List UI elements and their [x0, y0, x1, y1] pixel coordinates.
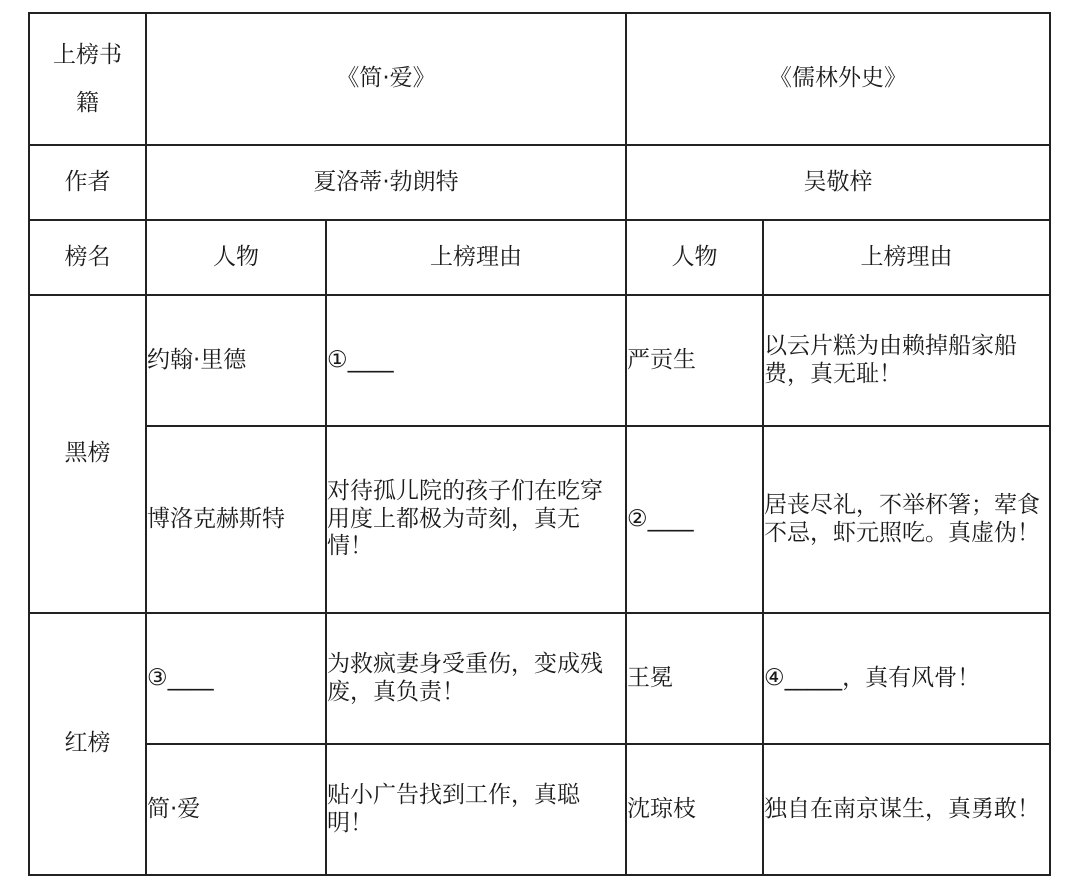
book-ranking-table [28, 12, 1051, 876]
black-reason1: 对待孤儿院的孩子们在吃穿用度上都极为苛刻，真无情！ [326, 426, 626, 613]
red-reason1: 贴小广告找到工作，真聪明！ [326, 744, 626, 875]
author2: 吴敬梓 [626, 145, 1050, 220]
corner-cell [29, 13, 146, 145]
person-header-2: 人物 [626, 220, 763, 295]
reason-header-2: 上榜理由 [763, 220, 1050, 295]
black-reason1: ①____ [326, 295, 626, 426]
author-label: 作者 [29, 145, 146, 220]
black-person1: 博洛克赫斯特 [146, 426, 326, 613]
person-header-1: 人物 [146, 220, 326, 295]
red-reason1: 为救疯妻身受重伤，变成残废，真负责！ [326, 613, 626, 744]
table-row [29, 426, 1050, 613]
black-person2: ②____ [626, 426, 763, 613]
table-row [29, 744, 1050, 875]
black-list-label: 黑榜 [29, 295, 146, 613]
reason-header-1: 上榜理由 [326, 220, 626, 295]
red-person1: ③____ [146, 613, 326, 744]
black-person1: 约翰·里德 [146, 295, 326, 426]
red-person2: 沈琼枝 [626, 744, 763, 875]
header-row [29, 13, 1050, 145]
red-person2: 王冕 [626, 613, 763, 744]
list-name-label: 榜名 [29, 220, 146, 295]
red-list-label: 红榜 [29, 613, 146, 875]
column-header-row [29, 220, 1050, 295]
author-row [29, 145, 1050, 220]
corner-label: 上榜书籍 [53, 42, 122, 116]
book1-title: 《简·爱》 [146, 13, 626, 145]
table-row [29, 295, 1050, 426]
black-person2: 严贡生 [626, 295, 763, 426]
black-reason2: 居丧尽礼，不举杯箸；荤食不忌，虾元照吃。真虚伪！ [763, 426, 1050, 613]
red-person1: 简·爱 [146, 744, 326, 875]
book2-title: 《儒林外史》 [626, 13, 1050, 145]
black-reason2: 以云片糕为由赖掉船家船费，真无耻！ [763, 295, 1050, 426]
red-reason2: 独自在南京谋生，真勇敢！ [763, 744, 1050, 875]
author1: 夏洛蒂·勃朗特 [146, 145, 626, 220]
table-row [29, 613, 1050, 744]
red-reason2: ④_____，真有风骨！ [763, 613, 1050, 744]
